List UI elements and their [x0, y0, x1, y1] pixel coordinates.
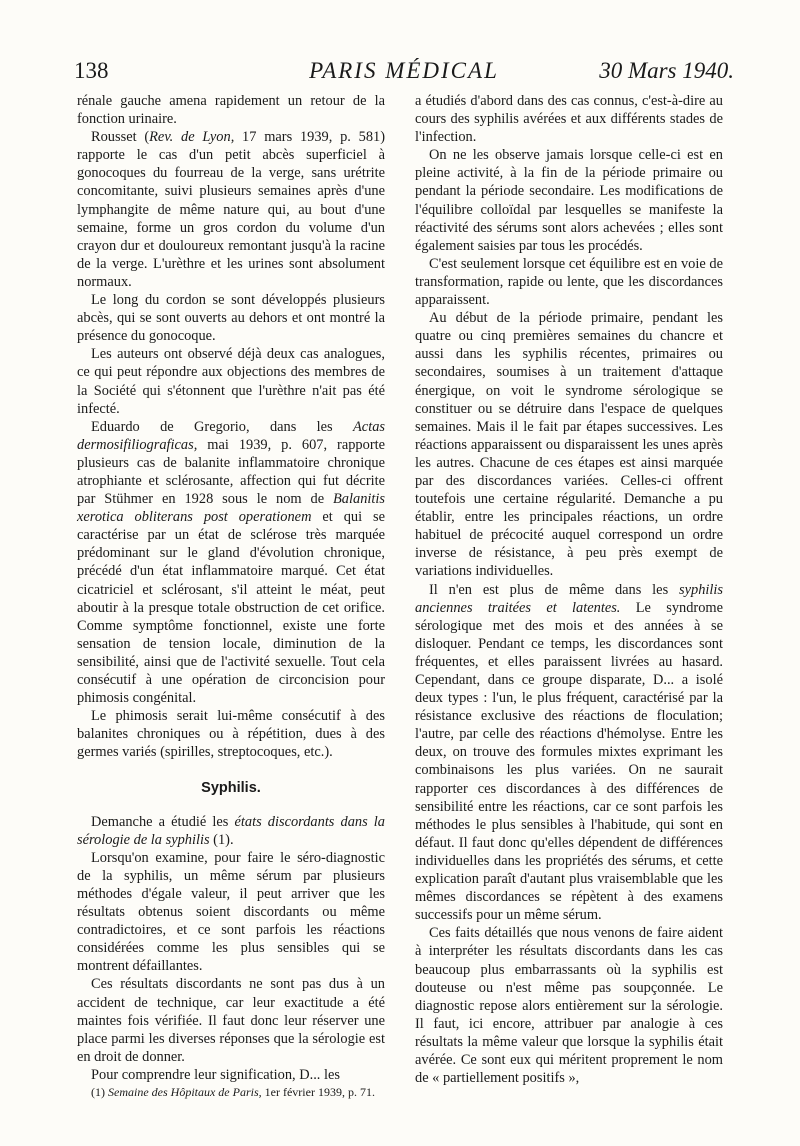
paragraph: Ces résultats discordants ne sont pas dus à un accident de technique, car leur exactitude a été maintes fois vérifiée. Il faut donc leur réserver une place parmi les diverses réponses que la sérologie est en droit de donner. — [77, 976, 385, 1065]
paragraph: Le long du cordon se sont développés plusieurs abcès, qui se sont ouverts au dehors et ont montré la présence du gonocoque. — [77, 292, 385, 345]
paragraph: Eduardo de Gregorio, dans les Actas dermosifiliograficas, mai 1939, p. 607, rapporte plusieurs cas de balanite inflammatoire chronique atrophiante et sclérosante, affection qui fut décrite par Stühmer en 1928 sous le nom de Balanitis xerotica obliterans post operationem et qui se caractérise par un état de sclérose très marquée prédominant sur le gland d'évolution chronique, précédé d'un état inflammatoire marqué. Cet état cicatriciel et sclérosant, s'il atteint le méat, peut aboutir à la presque totale obstruction de cet orifice. Comme symptôme fonctionnel, existe une forte sensation de tension locale, diminution de la sensibilité, ainsi que de l'activité sexuelle. Tout cela consécutif à une opération de circoncision pour phimosis congénital. — [77, 418, 385, 707]
page-number: 138 — [74, 58, 109, 83]
paragraph: Rousset (Rev. de Lyon, 17 mars 1939, p. 581) rapporte le cas d'un petit abcès superficiel à gonocoques du fourreau de la verge, sans urétrite concomitante, suivi plusieurs semaines après d'une lymphangite de même nature qui, au bout d'une semaine, forme un gros cordon du volume d'un crayon dur et douloureux remontant jusqu'à la racine de la verge. L'urèthre et les urines sont absolument normaux. — [77, 129, 386, 290]
paragraph: Les auteurs ont observé déjà deux cas analogues, ce qui peut répondre aux objections des membres de la Société qui s'étonnent que l'urèthre n'ait pas été infecté. — [77, 346, 385, 417]
paragraph: Le phimosis serait lui-même consécutif à des balanites chroniques ou à répétition, dues à des germes variés (spirilles, streptocoques, etc.). — [77, 708, 385, 761]
paragraph: Lorsqu'on examine, pour faire le séro-diagnostic de la syphilis, un même sérum par plusieurs méthodes d'égale valeur, il peut arriver que les résultats obtenus soient discordants ou même contradictoires, et ce sont parfois les réactions considérées comme les plus sensibles qui se montrent défaillantes. — [77, 849, 385, 975]
paragraph: Pour comprendre leur signification, D... les — [91, 1066, 340, 1083]
paragraph: Il n'en est plus de même dans les syphilis anciennes traitées et latentes. Le syndrome sérologique met des mois et des années à se disloquer. Pendant ce temps, les discordances sont fréquentes, et elles paraissent livrées au hasard. Cependant, dans ce groupe disparate, D... a isolé deux types : l'un, le plus fréquent, caractérisé par la résistance exclusive des réactions de floculation; l'autre, par celle des réactions d'hémolyse. Entre les deux, on trouve des formules mixtes exprimant les combinaisons les plus variées. On ne saurait rapporter ces discordances à des différences de sensibilité entre les réactions, car ce sont parfois les méthodes le plus sensibles à l'habitude, qui sont en défaut. Il faut donc qu'elles dépendent de différences individuelles dans les propriétés des sérums, et cette explication paraît d'autant plus vraisemblable que les mêmes discordances se répètent à des examens successifs pour un même sérum. — [415, 581, 723, 924]
paragraph: Ces faits détaillés que nous venons de faire aident à interpréter les résultats discordants dans les cas beaucoup plus embarrassants où la syphilis est douteuse ou n'est même pas soupçonnée. Le diagnostic repose alors entièrement sur la sérologie. Il faut, ici encore, attribuer par analogie à ces résultats la même valeur que lorsque la syphilis était avérée. Ce sont eux qui méritent proprement le nom de « partiellement positifs », — [415, 925, 723, 1087]
section-heading: Syphilis. — [201, 780, 261, 797]
paragraph: Demanche a étudié les états discordants dans la sérologie de la syphilis (1). — [77, 813, 386, 848]
paragraph: Au début de la période primaire, pendant les quatre ou cinq premières semaines du chancre et aussi dans les syphilis récentes, primaires ou secondaires, soumises à un traitement d'attaque énergique, on voit le syndrome sérologique se constituer ou se détruire dans l'espace de quelques semaines. Mais il le fait par étapes successives. Les réactions apparaissent ou disparaissent les unes après les autres. Chacune de ces étapes est ainsi marquée par des discordances variées. Celles-ci offrent toutefois une certaine régularité. Demanche a pu établir, entre les principales réactions, un ordre habituel de précocité auquel correspond un ordre inverse de résistance, à peu près exempt de variations individuelles. — [415, 310, 723, 580]
page-header — [74, 58, 734, 88]
paragraph: a étudiés d'abord dans des cas connus, c'est-à-dire au cours des syphilis avérées et aux différents stades de l'infection. — [415, 93, 723, 146]
paragraph: C'est seulement lorsque cet équilibre est en voie de transformation, rapide ou lente, que les discordances apparaissent. — [415, 255, 723, 309]
paragraph: rénale gauche amena rapidement un retour de la fonction urinaire. — [77, 93, 385, 128]
issue-date: 30 Mars 1940. — [599, 58, 734, 83]
paragraph: On ne les observe jamais lorsque celle-ci est en pleine activité, à la fin de la période primaire ou pendant la période secondaire. Les modifications de l'équilibre colloïdal par lesquelles se manifeste la réactivité des sérums sont alors achevées ; elles sont également saisies par tous les procédés. — [415, 147, 723, 254]
left-column — [77, 92, 385, 1100]
footnote: (1) Semaine des Hôpitaux de Paris, 1er février 1939, p. 71. — [91, 1084, 375, 1099]
journal-title: PARIS MÉDICAL — [309, 58, 499, 83]
right-column — [415, 92, 723, 1087]
